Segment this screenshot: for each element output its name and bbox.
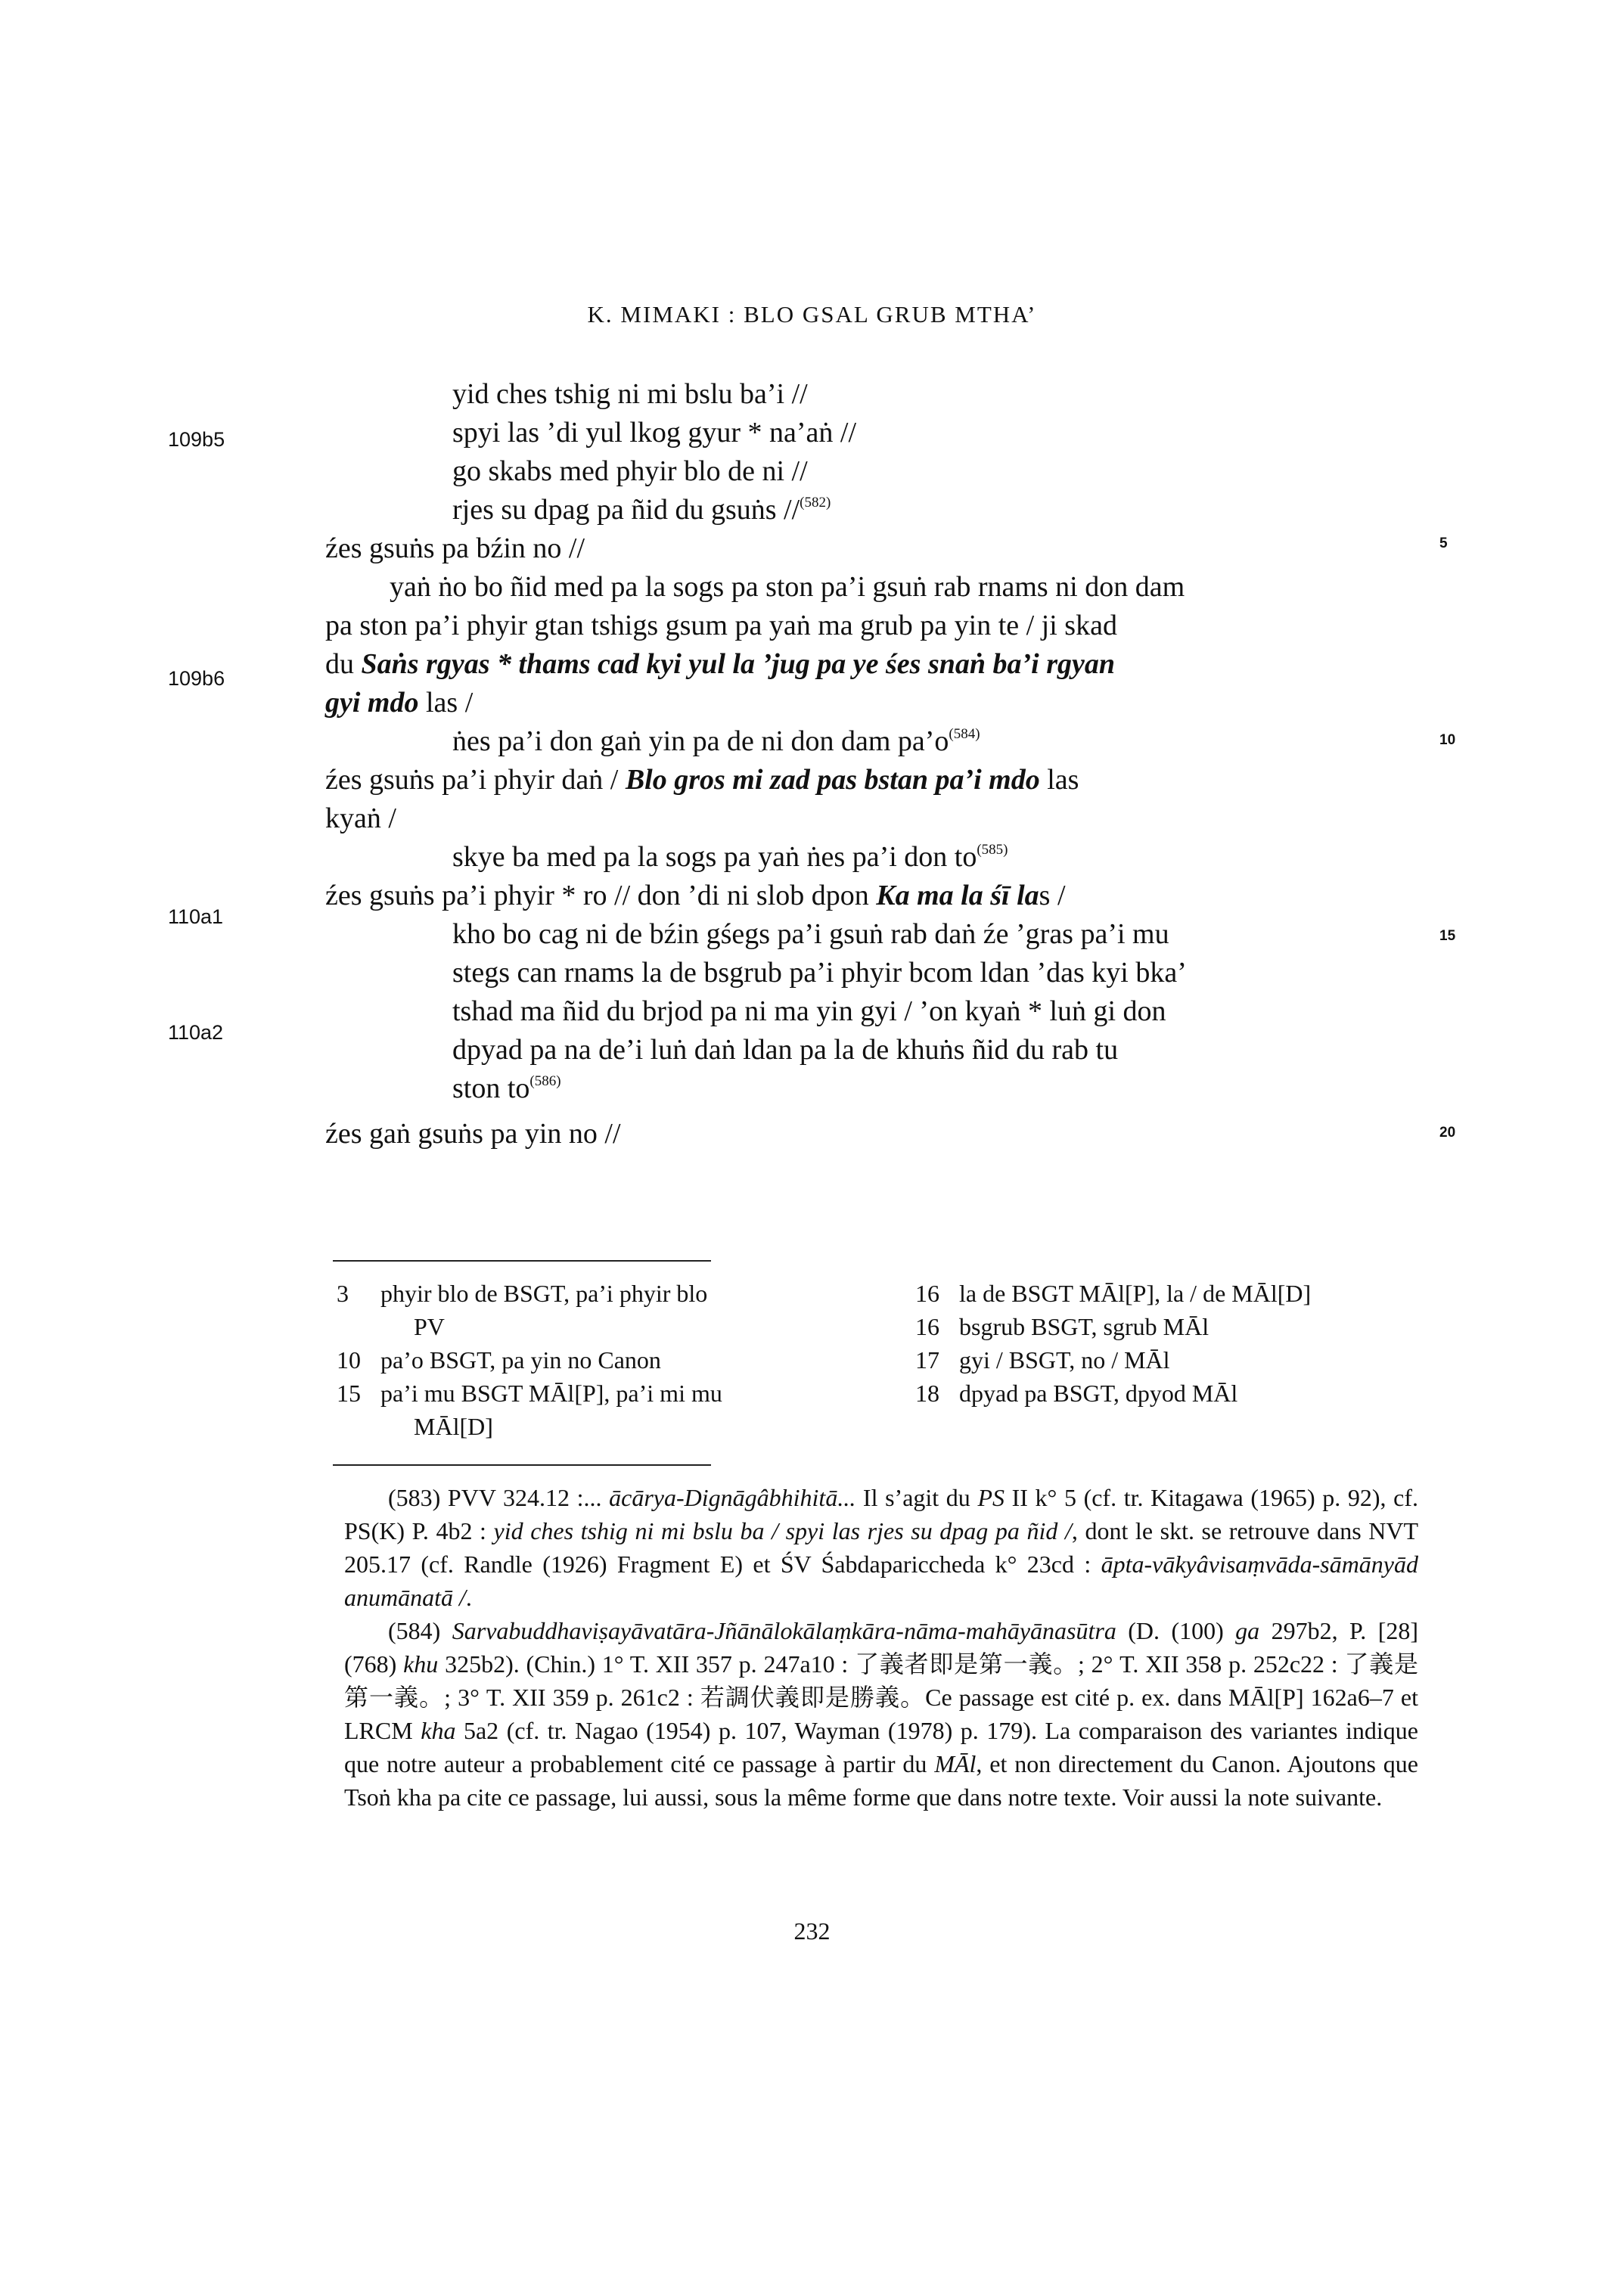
quote-line: dpyad pa na de’i luṅ daṅ ldan pa la de khuṅs ñid du rab tu [452,1034,1119,1066]
footnote-ref: (586) [529,1073,561,1089]
footnote-583 [344,1481,1418,1614]
variant-entry [915,1310,1445,1343]
quote-line [452,1074,561,1103]
quote-line: kho bo cag ni de bźin gśegs pa’i gsuṅ rab daṅ źe ’gras pa’i mu [452,918,1169,950]
note-text: Il s’agit du [855,1484,978,1511]
note-text: 297b2, P. [28] (768) [344,1617,1418,1678]
note-text: . [465,1584,472,1611]
note-italic: ga [1235,1617,1260,1644]
quote-text: ston to [452,1072,530,1104]
quote-text: skye ba med pa la sogs pa yaṅ ṅes pa’i don to [452,841,977,873]
text-line [325,650,1115,678]
variant-continuation: PV [414,1313,445,1340]
variant-line-number: 10 [337,1346,361,1374]
text-run: s / [1039,880,1066,911]
variant-entry [915,1343,1445,1377]
note-text: , et non directement du Canon. Ajoutons que Tsoṅ kha pa cite ce passage, lui aussi, sous la même forme que dans notre texte. Voir aussi la note suivante. [344,1750,1419,1811]
verse-line: yid ches tshig ni mi bslu ba’i // [452,378,808,410]
variants-right-column [915,1277,1445,1410]
verse-line: go skabs med phyir blo de ni // [452,455,808,487]
note-italic: PS [977,1484,1005,1511]
note-italic: khu [403,1650,439,1678]
footnote-ref: (584) [949,726,980,742]
variant-text: pa’o BSGT, pa yin no Canon [380,1346,661,1374]
footnote-584 [344,1614,1418,1814]
footnotes [344,1481,1418,1814]
text-run: źes gsuṅs pa’i phyir * ro // don ’di ni slob dpon [325,880,877,911]
variant-entry [915,1377,1445,1410]
text-line: yaṅ ṅo bo ñid med pa la sogs pa ston pa’i gsuṅ rab rnams ni don dam [390,571,1185,603]
separator-rule [333,1464,711,1466]
variant-text: bsgrub BSGT, sgrub MĀl [959,1313,1209,1340]
footnote-ref: (585) [977,842,1008,858]
line-number: 15 [1439,928,1456,944]
note-text: (583) PVV 324.12 :... [388,1484,610,1511]
variant-text: pa’i mu BSGT MĀl[P], pa’i mi mu [380,1380,722,1407]
note-italic: ācārya-Dignāgâbhihitā... [609,1484,856,1511]
margin-ref-folio: 109b5 [168,428,225,451]
margin-ref-folio: 109b6 [168,667,225,690]
running-head: K. MIMAKI : BLO GSAL GRUB MTHA’ [587,301,1037,327]
note-italic: yid ches tshig ni mi bslu ba / spyi las rjes su dpag pa ñid / [493,1517,1072,1544]
quote-line: stegs can rnams la de bsgrub pa’i phyir bcom ldan ’das kyi bka’ [452,957,1187,989]
text-line [325,765,1079,794]
quote-line [452,843,1008,871]
note-text: 325b2). (Chin.) 1° T. XII 357 p. 247a10 : 了義者即是第一義。; 2° T. XII 358 p. 252c22 : 了義是第一義。; 3° T. XII 359 p. 261c2 : 若調伏義即是勝義。Ce passage est cité p. ex. dans MĀl[P] 162a6–7 et LRCM [344,1650,1419,1744]
footnote-ref: (582) [800,495,831,511]
note-italic: MĀl [934,1750,977,1777]
text-line [325,881,1066,910]
variant-entry [915,1277,1445,1310]
note-italic: kha [421,1717,456,1744]
line-number: 10 [1439,732,1456,748]
verse-line [452,495,831,524]
text-line: pa ston pa’i phyir gtan tshigs gsum pa yaṅ ma grub pa yin te / ji skad [325,610,1117,641]
variant-line-number: 15 [337,1380,361,1407]
line-number: 5 [1439,535,1448,551]
author-name: Ka ma la śī la [876,880,1039,911]
verse-line: spyi las ’di yul lkog gyur * na’aṅ // [452,417,857,449]
variant-line-number: 16 [915,1280,939,1307]
separator-rule [333,1260,711,1262]
sutra-title: Blo gros mi zad pas bstan pa’i mdo [625,764,1040,796]
margin-ref-folio: 110a1 [168,905,224,928]
note-text: (584) [388,1617,452,1644]
text-run: du [325,648,362,680]
sutra-title: Saṅs rgyas * thams cad kyi yul la ’jug pa ye śes snaṅ ba’i rgyan [361,648,1116,680]
page-number: 232 [793,1917,831,1945]
text-run: źes gsuṅs pa’i phyir daṅ / [325,764,626,796]
text-line: źes gaṅ gsuṅs pa yin no // [325,1118,621,1150]
margin-ref-folio: 110a2 [168,1021,224,1044]
variant-line-number: 16 [915,1313,939,1340]
variant-text: phyir blo de BSGT, pa’i phyir blo [380,1280,708,1307]
note-text: (D. (100) [1116,1617,1236,1644]
text-line [325,688,473,717]
variants-left-column [337,1277,896,1443]
variant-continuation: MĀl[D] [414,1413,493,1440]
variant-line-number: 18 [915,1380,939,1407]
variant-text: dpyad pa BSGT, dpyod MĀl [959,1380,1238,1407]
text-line: źes gsuṅs pa bźin no // [325,532,585,564]
line-number: 20 [1439,1125,1456,1141]
variant-text: la de BSGT MĀl[P], la / de MĀl[D] [959,1280,1312,1307]
text-run: las [1039,764,1079,796]
quote-line: tshad ma ñid du brjod pa ni ma yin gyi / ’on kyaṅ * luṅ gi don [452,995,1166,1027]
note-text: II k° 5 (cf. tr. Kitagawa (1965) p. 92), cf. PS(K) P. 4b2 : [344,1484,1419,1544]
quote-text: ṅes pa’i don gaṅ yin pa de ni don dam pa’o [452,725,949,757]
text-line: kyaṅ / [325,802,396,834]
note-text: 5a2 (cf. tr. Nagao (1954) p. 107, Wayman (1978) p. 179). La comparaison des variantes indique que notre auteur a probablement cité ce passage à partir du [344,1717,1419,1777]
note-italic: Sarvabuddhaviṣayāvatāra-Jñānālokālaṃkāra-nāma-mahāyānasūtra [452,1617,1116,1644]
variant-entry [337,1377,896,1443]
variant-entry [337,1277,896,1343]
variant-line-number: 3 [337,1280,349,1307]
text-run: las / [418,687,474,719]
note-italic: āpta-vākyâvisaṃvāda-sāmānyād anumānatā / [344,1551,1418,1611]
variant-entry [337,1343,896,1377]
verse-text: rjes su dpag pa ñid du gsuṅs // [452,494,800,526]
note-text: , dont le skt. se retrouve dans NVT 205.17 (cf. Randle (1926) Fragment E) et ŚV Śabdapariccheda k° 23cd : [344,1517,1419,1578]
sutra-title: gyi mdo [325,687,419,719]
variant-text: gyi / BSGT, no / MĀl [959,1346,1170,1374]
variant-line-number: 17 [915,1346,939,1374]
quote-line [452,727,980,756]
